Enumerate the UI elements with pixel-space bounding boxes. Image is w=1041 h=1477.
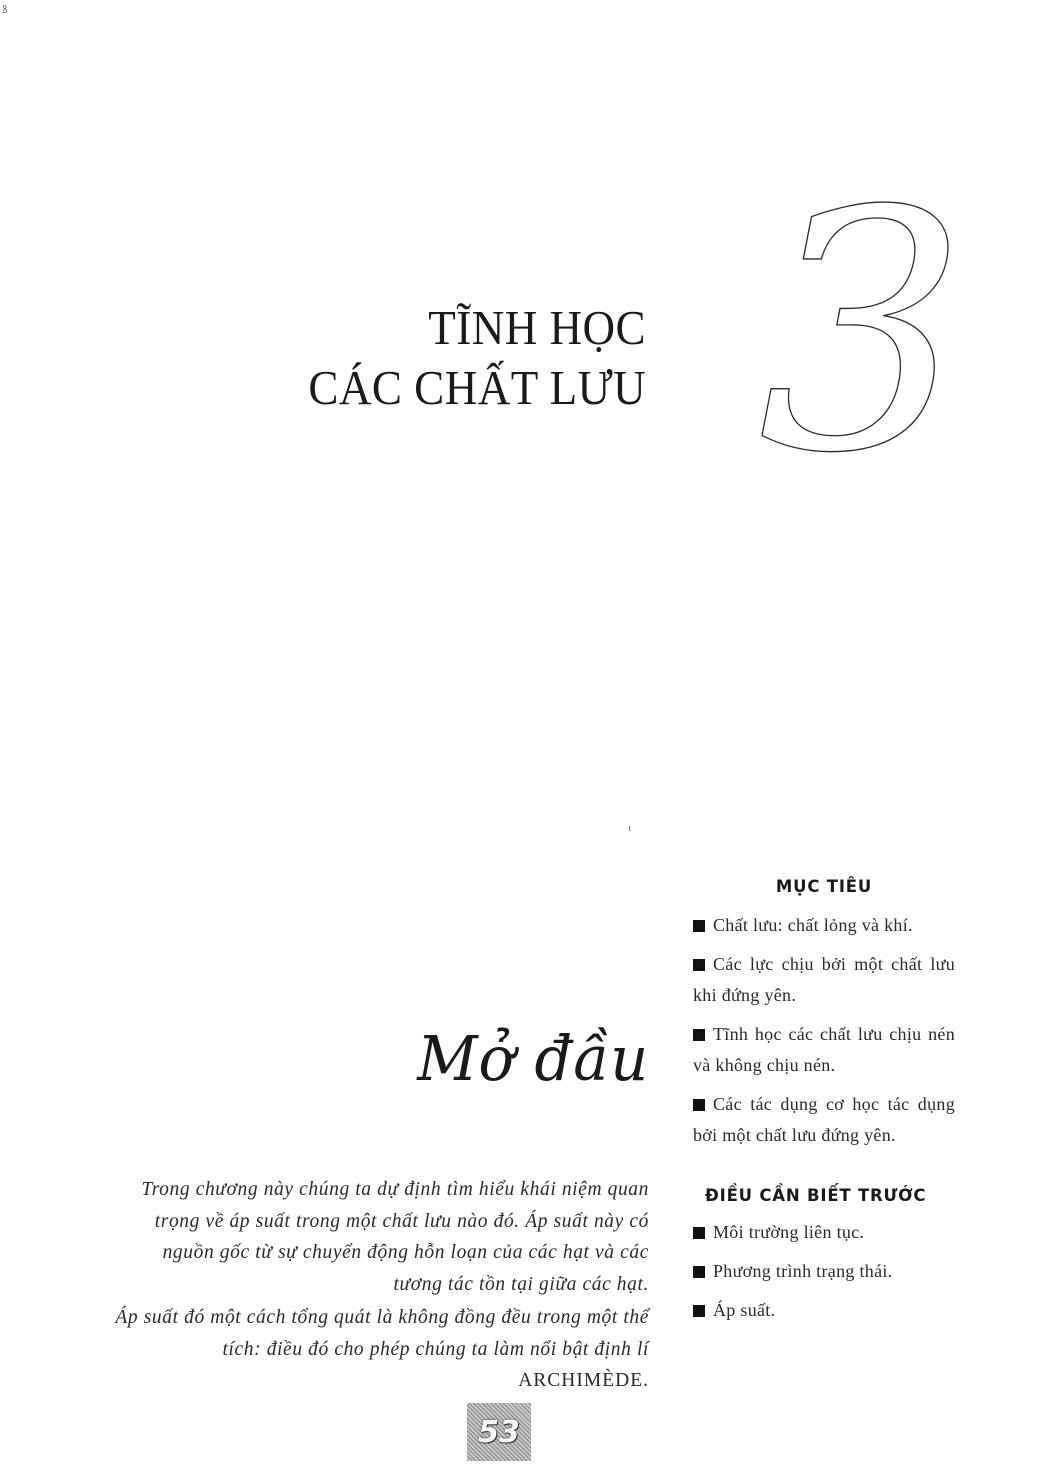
prerequisites-list	[693, 1217, 955, 1326]
objective-item: Chất lưu: chất lỏng và khí.	[693, 910, 955, 941]
intro-line: trọng về áp suất trong một chất lưu nào đó. Áp suất này có	[154, 1210, 649, 1232]
objective-item: Tĩnh học các chất lưu chịu nén và không chịu nén.	[693, 1024, 955, 1075]
prerequisite-item: Môi trường liên tục.	[693, 1217, 955, 1248]
bullet-square-icon	[693, 1227, 705, 1239]
archimede-name: ARCHIMÈDE.	[518, 1370, 649, 1391]
intro-line: tương tác tồn tại giữa các hạt.	[393, 1273, 649, 1295]
bullet-square-icon	[693, 1305, 705, 1317]
page-number: 53	[478, 1414, 520, 1450]
prerequisites-panel	[693, 1186, 955, 1334]
intro-line: nguồn gốc từ sự chuyển động hỗn loạn của các hạt và các	[162, 1242, 649, 1263]
chapter-number-outline	[748, 141, 968, 525]
page-number-box	[467, 1403, 531, 1461]
intro-line: Trong chương này chúng ta dự định tìm hiểu khái niệm quan	[141, 1179, 649, 1200]
prerequisite-item: Phương trình trạng thái.	[693, 1256, 955, 1287]
chapter-title	[308, 298, 646, 418]
chapter-title-line1: TĨNH HỌC	[428, 300, 646, 355]
objectives-panel	[693, 877, 955, 1159]
chapter-number: 3	[758, 141, 968, 525]
intro-paragraph-1	[39, 1174, 649, 1300]
intro-heading: Mở đầu	[417, 1022, 649, 1095]
intro-line: Áp suất đó một cách tổng quát là không đồng đều trong một thể	[115, 1307, 649, 1328]
bullet-square-icon	[693, 1029, 705, 1041]
intro-line: tích: điều đó cho phép chúng ta làm nổi bật định lí	[222, 1338, 649, 1360]
bullet-square-icon	[693, 1266, 705, 1278]
intro-paragraph-2	[39, 1302, 649, 1397]
objective-item: Các lực chịu bởi một chất lưu khi đứng yên.	[693, 954, 955, 1005]
prerequisite-item: Áp suất.	[693, 1295, 955, 1326]
prerequisites-heading: ĐIỀU CẦN BIẾT TRƯỚC	[705, 1186, 927, 1205]
objectives-list	[693, 910, 955, 1151]
scan-mark: ı	[628, 822, 632, 834]
bullet-square-icon	[693, 1099, 705, 1111]
bullet-square-icon	[693, 959, 705, 971]
chapter-title-line2: CÁC CHẤT LƯU	[308, 360, 646, 415]
bullet-square-icon	[693, 920, 705, 932]
objective-item: Các tác dụng cơ học tác dụng bởi một chất lưu đứng yên.	[693, 1094, 955, 1145]
objectives-heading: MỤC TIÊU	[775, 877, 873, 896]
scan-mark: ꝸ	[2, 4, 8, 16]
